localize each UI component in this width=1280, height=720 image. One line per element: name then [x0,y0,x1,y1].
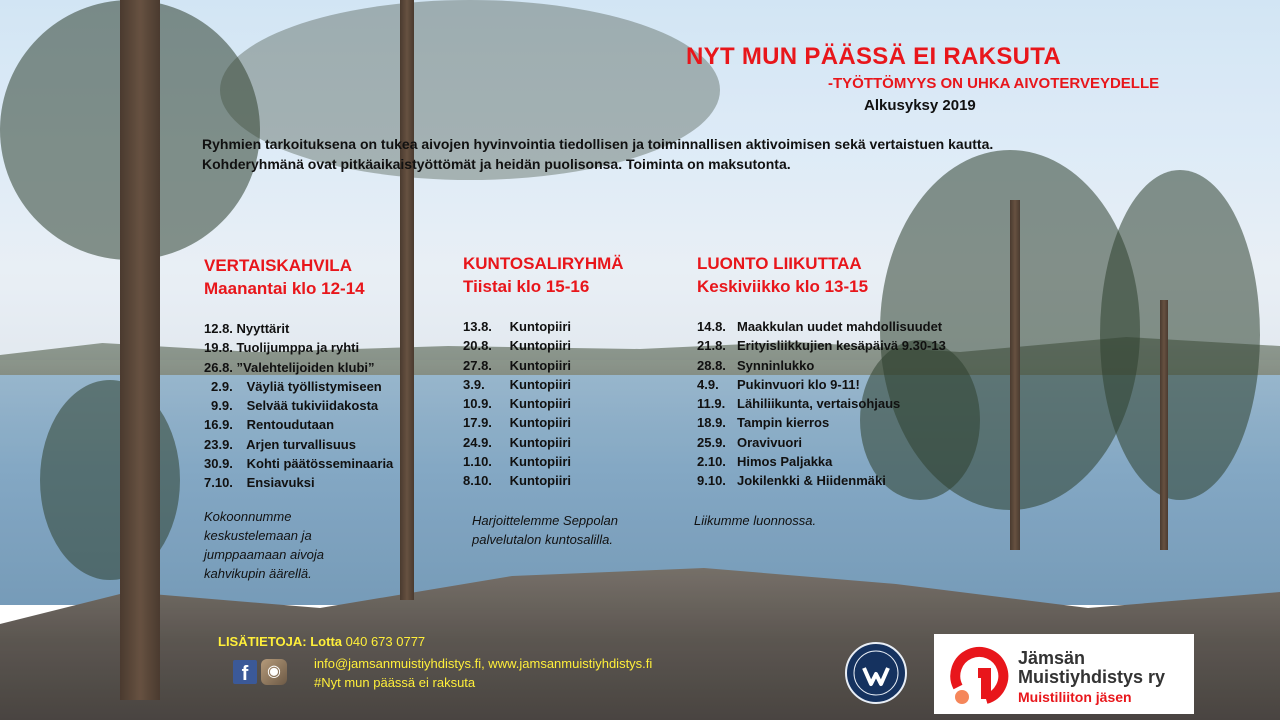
list-item: 16.9. Rentoudutaan [204,417,335,433]
column-title: VERTAISKAHVILA [204,256,352,275]
poster-title: NYT MUN PÄÄSSÄ EI RAKSUTA [686,43,1062,70]
list-item: 24.9. Kuntopiiri [463,434,572,450]
list-item: 3.9. Kuntopiiri [463,376,572,392]
list-item: 13.8. Kuntopiiri [463,319,572,334]
facebook-icon[interactable]: f [233,660,257,684]
instagram-icon[interactable]: ◉ [261,659,287,685]
logo-line2: Muistiyhdistys ry [1018,667,1166,687]
sponsor-seal-icon [845,642,907,704]
list-item: 19.8. Tuolijumppa ja ryhti [204,340,360,356]
list-item: 12.8. Nyyttärit [204,321,290,336]
list-item: 25.9. Oravivuori [697,434,803,450]
muistiliitto-logo-icon [948,643,1010,705]
season-label: Alkusyksy 2019 [864,97,976,114]
list-item: 11.9. Lähiliikunta, vertaisohjaus [697,396,901,412]
list-item: 30.9. Kohti päätösseminaaria [204,456,394,472]
luonto-liikuttaa-heading [697,252,868,298]
contact-links [314,654,652,692]
list-item: 9.9. Selvää tukiviidakosta [211,398,379,414]
list-item: 7.10. Ensiavuksi [204,475,315,491]
list-item: 14.8. Maakkulan uudet mahdollisuudet [697,319,943,334]
list-item: 10.9. Kuntopiiri [463,396,572,412]
column-time: Tiistai klo 15-16 [463,277,590,296]
list-item: 20.8. Kuntopiiri [463,338,572,354]
contact-name: Lotta [310,634,343,649]
list-item: 21.8. Erityisliikkujien kesäpäivä 9.30-13 [697,338,946,354]
list-item: 8.10. Kuntopiiri [463,473,572,489]
intro-text: Ryhmien tarkoituksena on tukea aivojen hyvinvointia tiedollisen ja toiminnallisen aktivoimisen sekä vertaistuen kautta. Kohderyhmänä ovat pitkäaikaistyöttömät ja heidän puolisonsa. Toiminta on maksutonta. [202,136,994,172]
phone-number: 040 673 0777 [345,634,426,649]
kuntosaliryhma-note: Harjoittelemme Seppolan palvelutalon kuntosalilla. [472,513,618,547]
poster-subtitle: -TYÖTTÖMYYS ON UHKA AIVOTERVEYDELLE [828,75,1160,92]
luonto-liikuttaa-note: Liikumme luonnossa. [694,513,817,528]
contact-info [218,634,425,649]
list-item: 1.10. Kuntopiiri [463,454,572,470]
email-web-link[interactable]: info@jamsanmuistiyhdistys.fi, www.jamsanmuistiyhdistys.fi [314,656,653,671]
kuntosaliryhma-schedule [463,319,571,493]
column-time: Keskiviikko klo 13-15 [697,277,869,296]
vertaiskahvila-schedule [204,321,393,495]
vertaiskahvila-heading [204,254,365,300]
column-title: KUNTOSALIRYHMÄ [463,254,624,273]
list-item: 2.9. Väyliä työllistymiseen [211,378,382,394]
list-item: 27.8. Kuntopiiri [463,357,572,373]
hashtag: #Nyt mun päässä ei raksuta [314,675,476,690]
list-item: 2.10. Himos Paljakka [697,454,833,470]
luonto-liikuttaa-schedule [697,319,946,493]
list-item: 23.9. Arjen turvallisuus [204,436,356,452]
logo-line1: Jämsän [1018,648,1086,668]
info-label: LISÄTIETOJA: [218,634,307,649]
column-title: LUONTO LIIKUTTAA [697,254,862,273]
list-item: 17.9. Kuntopiiri [463,415,572,431]
list-item: 9.10. Jokilenkki & Hiidenmäki [697,473,886,489]
jamsan-muistiyhdistys-logo [934,634,1194,714]
column-time: Maanantai klo 12-14 [204,279,365,298]
vertaiskahvila-note: Kokoonnumme keskustelemaan ja jumppaamaan aivoja kahvikupin äärellä. [204,509,324,581]
list-item: 26.8. ”Valehtelijoiden klubi” [204,359,375,375]
list-item: 28.8. Synninlukko [697,357,815,373]
list-item: 18.9. Tampin kierros [697,415,830,431]
list-item: 4.9. Pukinvuori klo 9-11! [697,376,860,392]
logo-line3: Muistiliiton jäsen [1018,689,1132,705]
kuntosaliryhma-heading [463,252,624,298]
